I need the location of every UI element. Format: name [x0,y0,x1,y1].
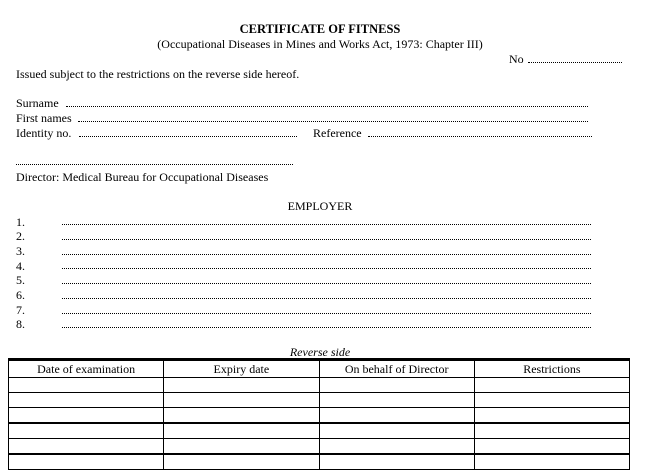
table-row [9,408,630,424]
employer-number: 7. [16,303,25,317]
reference-label: Reference [313,126,362,140]
employer-number: 5. [16,273,25,287]
table-cell[interactable] [9,423,164,439]
table-cell[interactable] [319,454,474,470]
table-row [9,439,630,455]
table-cell[interactable] [474,408,629,424]
reference-field[interactable] [368,136,592,137]
first-names-label: First names [16,111,72,125]
director-signature-field[interactable] [16,164,293,165]
director-label: Director: Medical Bureau for Occupational Diseases [16,170,269,184]
employer-line-6[interactable] [62,298,591,299]
table-cell[interactable] [9,393,164,408]
table-cell[interactable] [474,454,629,470]
identity-no-field[interactable] [79,136,297,137]
certificate-title: CERTIFICATE OF FITNESS [239,22,401,36]
employer-number: 2. [16,229,25,243]
table-cell[interactable] [474,423,629,439]
column-restrictions: Restrictions [474,360,629,378]
table-row [9,393,630,408]
table-cell[interactable] [9,408,164,424]
employer-line-5[interactable] [62,283,591,284]
table-cell[interactable] [319,439,474,455]
employer-line-4[interactable] [62,268,591,269]
table-cell[interactable] [319,393,474,408]
first-names-field[interactable] [78,121,588,122]
employer-line-3[interactable] [62,254,591,255]
employer-number: 8. [16,317,25,331]
table-cell[interactable] [164,378,319,393]
column-on-behalf-of-director: On behalf of Director [319,360,474,378]
number-field[interactable] [528,62,622,63]
table-cell[interactable] [319,378,474,393]
number-label: No [509,52,524,66]
table-cell[interactable] [319,408,474,424]
employer-heading: EMPLOYER [287,199,353,213]
table-header-row [9,360,630,378]
surname-label: Surname [16,96,59,110]
intro-text: Issued subject to the restrictions on the reverse side hereof. [16,67,300,81]
table-row [9,378,630,393]
employer-number: 4. [16,259,25,273]
identity-no-label: Identity no. [16,126,72,140]
table-cell[interactable] [9,378,164,393]
reverse-side-table [8,358,630,470]
employer-line-7[interactable] [62,313,591,314]
table-row [9,423,630,439]
surname-field[interactable] [66,106,588,107]
employer-line-2[interactable] [62,239,591,240]
table-cell[interactable] [474,439,629,455]
table-cell[interactable] [474,378,629,393]
table-cell[interactable] [474,393,629,408]
certificate-subtitle: (Occupational Diseases in Mines and Works Act, 1973: Chapter III) [157,37,483,51]
employer-number: 6. [16,288,25,302]
table-cell[interactable] [164,408,319,424]
employer-line-8[interactable] [62,327,591,328]
employer-line-1[interactable] [62,224,591,225]
table-cell[interactable] [164,439,319,455]
table-row [9,454,630,470]
table-cell[interactable] [319,423,474,439]
column-date-of-examination: Date of examination [9,360,164,378]
employer-number: 1. [16,215,25,229]
table-cell[interactable] [164,454,319,470]
employer-number: 3. [16,244,25,258]
table-cell[interactable] [164,423,319,439]
column-expiry-date: Expiry date [164,360,319,378]
table-cell[interactable] [164,393,319,408]
table-cell[interactable] [9,454,164,470]
table-cell[interactable] [9,439,164,455]
reverse-side-caption: Reverse side [289,345,351,359]
